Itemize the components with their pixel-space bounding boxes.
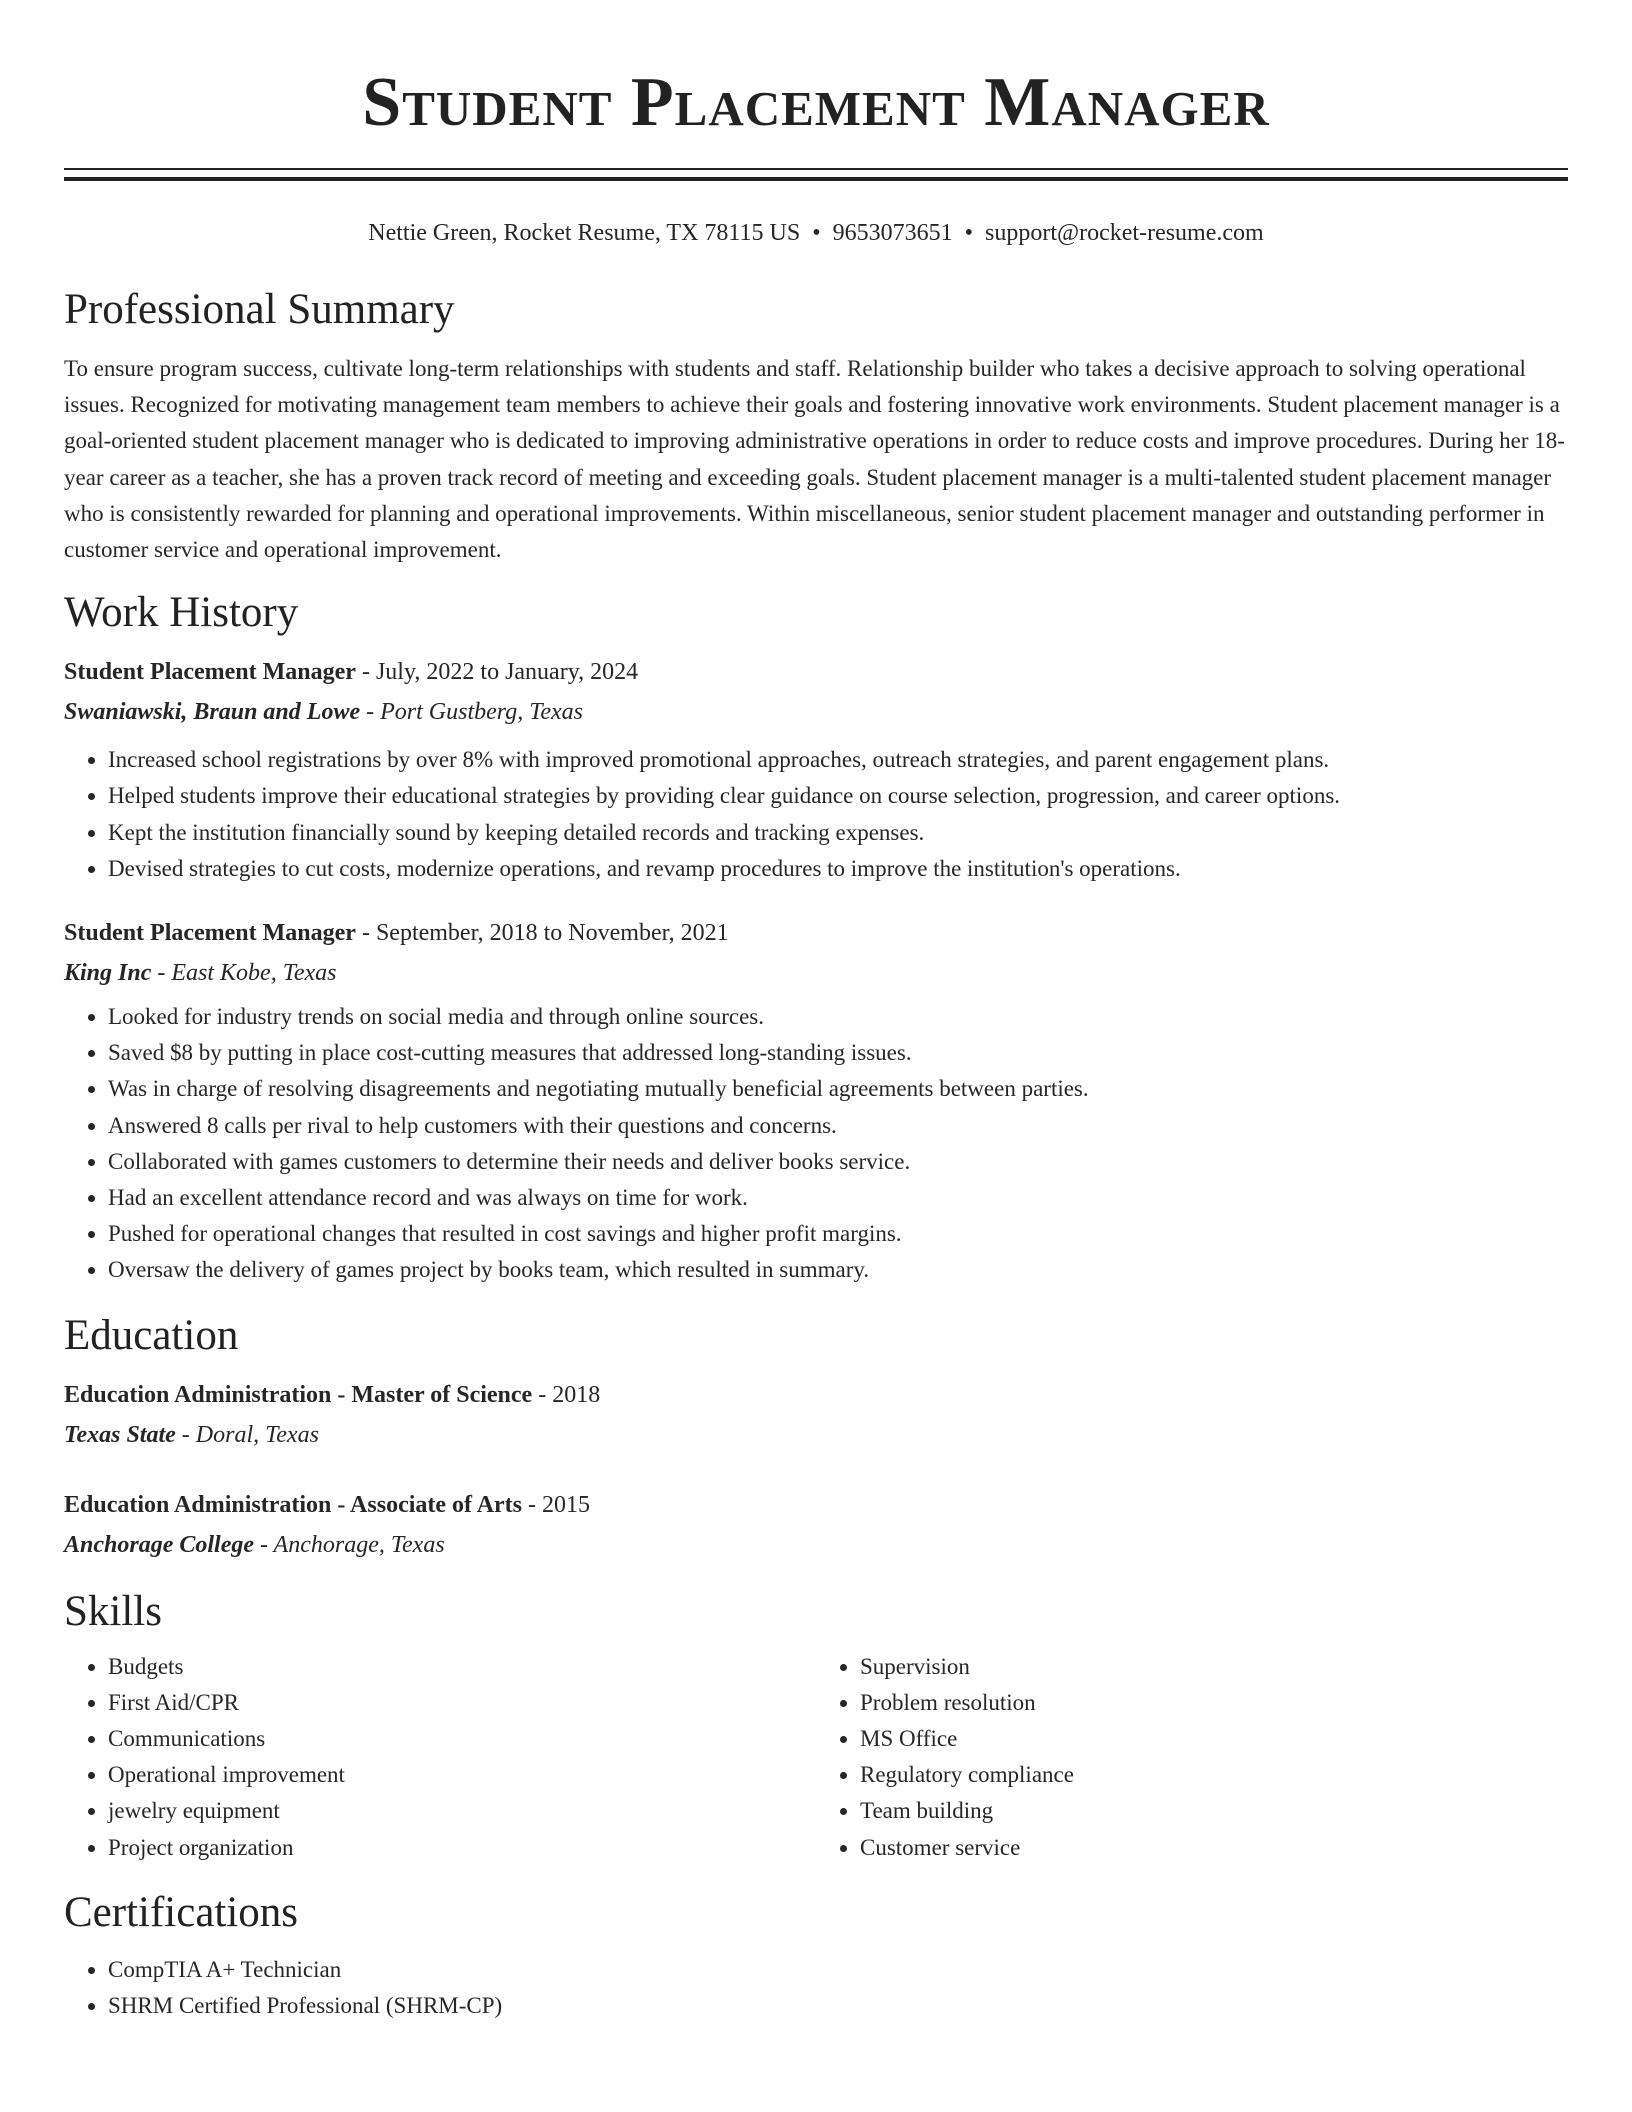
contact-phone: 9653073651 bbox=[832, 220, 953, 246]
list-item: • Helped students improve their educational strategies by providing clear guidance on course selection, progression, and career options. bbox=[108, 778, 1568, 814]
list-item: • Had an excellent attendance record and was always on time for work. bbox=[108, 1180, 1568, 1216]
skills-columns bbox=[64, 1649, 1568, 1866]
list-item: • Looked for industry trends on social media and through online sources. bbox=[108, 999, 1568, 1035]
title-divider-thin bbox=[64, 168, 1568, 170]
job-company-line bbox=[64, 692, 1568, 732]
job-entry bbox=[64, 652, 1568, 887]
contact-separator: • bbox=[812, 220, 821, 246]
education-heading: Education bbox=[64, 1311, 239, 1359]
list-item: • Oversaw the delivery of games project by books team, which resulted in summary. bbox=[108, 1252, 1568, 1288]
skill-item: • Project organization bbox=[108, 1830, 816, 1866]
summary-text: To ensure program success, cultivate long-term relationships with students and staff. Relationship builder who takes a decisive approach to solving operational issues. Recognized for motivating management team members to achieve their goals and fostering innovative work environments. Student placement manager is a goal-oriented student placement manager who is dedicated to improving administrative operations in order to reduce costs and improve procedures. During her 18-year career as a teacher, she has a proven track record of meeting and exceeding goals. Student placement manager is a multi-talented student placement manager who is consistently rewarded for planning and operational improvements. Within miscellaneous, senior student placement manager and outstanding performer in customer service and operational improvement. bbox=[64, 356, 1565, 563]
title-divider-thick bbox=[64, 177, 1568, 181]
skill-item: • Team building bbox=[860, 1793, 1568, 1829]
skill-item: • Budgets bbox=[108, 1649, 816, 1685]
skills-list-left bbox=[64, 1649, 816, 1866]
skill-item: • Communications bbox=[108, 1721, 816, 1757]
education-school: Texas State bbox=[64, 1421, 176, 1448]
list-item: • Pushed for operational changes that resulted in cost savings and higher profit margins. bbox=[108, 1216, 1568, 1252]
job-header bbox=[64, 652, 1568, 692]
job-header bbox=[64, 913, 1568, 953]
skill-item: • Supervision bbox=[860, 1649, 1568, 1685]
education-location: - Anchorage, Texas bbox=[254, 1531, 445, 1558]
certification-item: • CompTIA A+ Technician bbox=[108, 1952, 1568, 1988]
education-header bbox=[64, 1485, 1568, 1525]
certifications-heading: Certifications bbox=[64, 1888, 299, 1936]
skill-item: • MS Office bbox=[860, 1721, 1568, 1757]
list-item: • Devised strategies to cut costs, modernize operations, and revamp procedures to improve the institution's operations. bbox=[108, 851, 1568, 887]
education-year: - 2015 bbox=[522, 1491, 591, 1518]
work-history-heading: Work History bbox=[64, 589, 299, 637]
skills-heading: Skills bbox=[64, 1587, 162, 1635]
job-dates: - September, 2018 to November, 2021 bbox=[355, 920, 729, 947]
education-header bbox=[64, 1375, 1568, 1415]
contact-separator: • bbox=[964, 220, 974, 246]
summary-heading: Professional Summary bbox=[64, 286, 455, 333]
list-item: • Collaborated with games customers to determine their needs and deliver books service. bbox=[108, 1144, 1568, 1180]
resume-page bbox=[64, 0, 1568, 2024]
job-dates: - July, 2022 to January, 2024 bbox=[355, 659, 639, 686]
job-title: Student Placement Manager bbox=[64, 659, 356, 686]
skill-item: • Regulatory compliance bbox=[860, 1757, 1568, 1793]
list-item: • Kept the institution financially sound by keeping detailed records and tracking expenses. bbox=[108, 815, 1568, 851]
list-item: • Answered 8 calls per rival to help customers with their questions and concerns. bbox=[108, 1108, 1568, 1144]
skills-list-right bbox=[816, 1649, 1568, 1866]
education-location: - Doral, Texas bbox=[175, 1421, 319, 1448]
job-company: King Inc bbox=[64, 960, 152, 987]
education-school: Anchorage College bbox=[64, 1531, 254, 1558]
contact-line bbox=[64, 217, 1568, 249]
job-company-line bbox=[64, 953, 1568, 993]
contact-email: support@rocket-resume.com bbox=[985, 220, 1264, 246]
education-entry bbox=[64, 1375, 1568, 1455]
resume-title: Student Placement Manager bbox=[362, 64, 1270, 141]
education-entry bbox=[64, 1485, 1568, 1565]
job-company: Swaniawski, Braun and Lowe bbox=[64, 699, 361, 726]
job-entry bbox=[64, 913, 1568, 1289]
job-location: - Port Gustberg, Texas bbox=[360, 699, 583, 726]
education-school-line bbox=[64, 1415, 1568, 1455]
certification-item: • SHRM Certified Professional (SHRM-CP) bbox=[108, 1988, 1568, 2024]
list-item: • Saved $8 by putting in place cost-cutting measures that addressed long-standing issues. bbox=[108, 1035, 1568, 1071]
education-school-line bbox=[64, 1525, 1568, 1565]
education-degree: Education Administration - Associate of Arts bbox=[64, 1491, 523, 1518]
education-year: - 2018 bbox=[532, 1381, 601, 1408]
list-item: • Was in charge of resolving disagreements and negotiating mutually beneficial agreements between parties. bbox=[108, 1071, 1568, 1107]
job-bullets bbox=[64, 999, 1568, 1289]
skill-item: • Problem resolution bbox=[860, 1685, 1568, 1721]
contact-address: Nettie Green, Rocket Resume, TX 78115 US bbox=[368, 220, 801, 246]
list-item: • Increased school registrations by over 8% with improved promotional approaches, outreach strategies, and parent engagement plans. bbox=[108, 742, 1568, 778]
skill-item: • First Aid/CPR bbox=[108, 1685, 816, 1721]
education-degree: Education Administration - Master of Science bbox=[64, 1381, 533, 1408]
skill-item: • jewelry equipment bbox=[108, 1793, 816, 1829]
job-location: - East Kobe, Texas bbox=[151, 960, 337, 987]
job-bullets bbox=[64, 742, 1568, 887]
job-title: Student Placement Manager bbox=[64, 920, 356, 947]
certifications-list bbox=[64, 1952, 1568, 2024]
skill-item: • Customer service bbox=[860, 1830, 1568, 1866]
skill-item: • Operational improvement bbox=[108, 1757, 816, 1793]
